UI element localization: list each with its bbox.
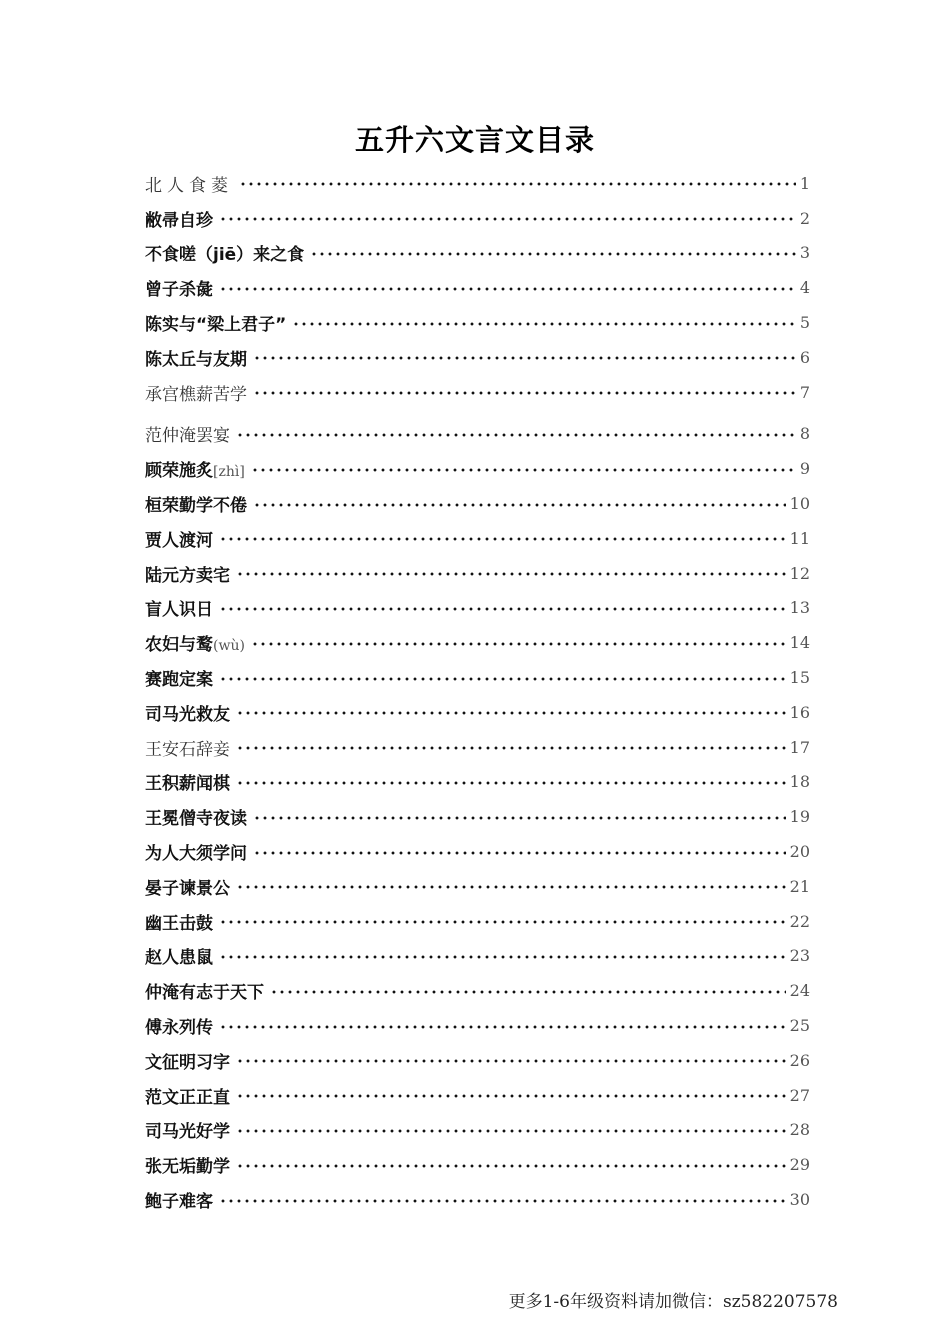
toc-entry-page: 29: [789, 1155, 810, 1175]
toc-entry-page: 7: [799, 382, 810, 402]
toc-entry[interactable]: [145, 591, 810, 626]
toc-entry-page: 23: [789, 946, 810, 966]
toc-entry-title: 晏子谏景公: [145, 878, 230, 899]
dot-leader: [236, 1163, 786, 1169]
toc-entry[interactable]: [145, 451, 810, 486]
dot-leader: [236, 1093, 786, 1099]
page-title: 五升六文言文目录: [354, 123, 595, 157]
dot-leader: [251, 467, 796, 473]
toc-entry-page: 3: [799, 243, 810, 263]
dot-leader: [236, 571, 786, 577]
dot-leader: [219, 919, 786, 925]
dot-leader: [270, 989, 786, 995]
toc-entry[interactable]: [145, 417, 810, 452]
dot-leader: [219, 676, 786, 682]
dot-leader: [219, 954, 786, 960]
toc-entry-title: 王冕僧寺夜读: [145, 809, 247, 830]
toc-entry-title: 鲍子难客: [145, 1192, 213, 1212]
toc-entry[interactable]: [145, 1182, 810, 1217]
toc-entry-page: 14: [789, 633, 810, 653]
dot-leader: [219, 606, 786, 612]
toc-entry-page: 24: [789, 981, 810, 1001]
toc-entry[interactable]: [145, 1043, 810, 1078]
footer-contact-note: 更多1-6年级资料请加微信：sz582207578: [508, 1292, 838, 1312]
toc-entry-title: 文征明习字: [145, 1052, 230, 1073]
dot-leader: [236, 432, 796, 438]
toc-entry-title: 赵人患鼠: [145, 948, 213, 969]
toc-entry-title: [145, 456, 245, 481]
toc-entry-title: 幽王击鼓: [145, 913, 213, 934]
toc-entry-title: 桓荣勤学不倦: [145, 496, 247, 517]
toc-entry-title: 王积薪闻棋: [145, 774, 230, 795]
toc-entry-title: [145, 630, 245, 655]
dot-leader: [310, 251, 796, 257]
toc-entry-title: 为人大须学问: [145, 844, 247, 865]
dot-leader: [236, 884, 786, 890]
toc-entry[interactable]: [145, 375, 810, 410]
dot-leader: [236, 1128, 786, 1134]
dot-leader: [292, 321, 795, 327]
toc-entry-title: 陈实与“梁上君子”: [145, 315, 287, 336]
toc-entry-title: 北人食菱: [145, 175, 233, 196]
dot-leader: [253, 815, 786, 821]
toc-entry[interactable]: [145, 939, 810, 974]
toc-entry-title: 敝帚自珍: [145, 210, 213, 231]
dot-leader: [236, 780, 786, 786]
dot-leader: [236, 745, 786, 751]
toc-entry-title: 陆元方卖宅: [145, 565, 230, 586]
dot-leader: [219, 1198, 786, 1204]
toc-entry[interactable]: [145, 486, 810, 521]
toc-entry[interactable]: [145, 1078, 810, 1113]
toc-entry[interactable]: [145, 305, 810, 340]
dot-leader: [253, 355, 796, 361]
toc-entry[interactable]: [145, 834, 810, 869]
toc-entry-title-text: 农妇与鹜: [145, 635, 213, 656]
toc-entry-page: 8: [799, 424, 810, 444]
toc-entry[interactable]: [145, 236, 810, 271]
toc-entry-title-text: 顾荣施炙: [145, 461, 213, 482]
dot-leader: [236, 1058, 786, 1064]
pinyin-annotation: [zhì]: [213, 464, 245, 481]
dot-leader: [253, 390, 796, 396]
toc-entry-title: 张无垢勤学: [145, 1157, 230, 1178]
toc-entry[interactable]: [145, 625, 810, 660]
toc-entry-page: 6: [799, 347, 810, 367]
toc-entry-page: 25: [789, 1016, 810, 1036]
toc-entry[interactable]: [145, 973, 810, 1008]
toc-entry[interactable]: [145, 869, 810, 904]
toc-entry[interactable]: [145, 1147, 810, 1182]
toc-entry-title: 王安石辞妾: [145, 739, 230, 760]
toc-entry-title: 仲淹有志于天下: [145, 983, 264, 1004]
table-of-contents: [145, 166, 810, 1217]
toc-entry-page: 4: [799, 278, 810, 298]
toc-entry[interactable]: [145, 521, 810, 556]
toc-entry-page: 15: [789, 668, 810, 688]
toc-entry-page: 20: [789, 842, 810, 862]
toc-entry-title: 范仲淹罢宴: [145, 426, 230, 447]
toc-entry-page: 27: [789, 1085, 810, 1105]
toc-entry-title: 陈太丘与友期: [145, 349, 247, 370]
dot-leader: [253, 850, 786, 856]
toc-entry-page: 18: [789, 772, 810, 792]
toc-entry-page: 28: [789, 1120, 810, 1140]
toc-entry-page: 1: [799, 173, 810, 193]
dot-leader: [219, 1024, 786, 1030]
dot-leader: [236, 710, 786, 716]
toc-entry-title: 司马光好学: [145, 1122, 230, 1143]
toc-entry-page: 5: [799, 313, 810, 333]
toc-entry-page: 13: [789, 598, 810, 618]
toc-entry[interactable]: [145, 660, 810, 695]
dot-leader: [219, 286, 796, 292]
toc-entry-title: 曾子杀彘: [145, 280, 213, 301]
toc-entry-title: 范文正正直: [145, 1087, 230, 1108]
dot-leader: [219, 216, 796, 222]
toc-entry[interactable]: [145, 1008, 810, 1043]
toc-entry-title: 承宫樵薪苦学: [145, 384, 247, 405]
toc-entry-page: 11: [789, 528, 810, 548]
toc-entry-page: 30: [789, 1190, 810, 1209]
toc-entry-title: 贾人渡河: [145, 530, 213, 551]
toc-entry[interactable]: [145, 270, 810, 305]
toc-entry-page: 9: [799, 459, 810, 479]
toc-entry-page: 12: [789, 563, 810, 583]
dot-leader: [251, 641, 786, 647]
toc-entry[interactable]: [145, 166, 810, 201]
toc-entry[interactable]: [145, 1113, 810, 1148]
toc-entry[interactable]: [145, 340, 810, 375]
toc-entry[interactable]: [145, 799, 810, 834]
toc-entry-page: 21: [789, 876, 810, 896]
toc-entry[interactable]: [145, 556, 810, 591]
toc-entry-title: 司马光救友: [145, 704, 230, 725]
toc-entry[interactable]: [145, 730, 810, 765]
toc-entry-page: 16: [789, 702, 810, 722]
pinyin-annotation: (wù): [213, 638, 245, 655]
toc-entry-page: 22: [789, 911, 810, 931]
toc-entry-page: 2: [799, 208, 810, 228]
toc-entry[interactable]: [145, 904, 810, 939]
toc-entry[interactable]: [145, 765, 810, 800]
toc-entry-title: 不食嗟（jiē）来之食: [145, 245, 305, 266]
toc-entry-title: 盲人识日: [145, 600, 213, 621]
toc-entry[interactable]: [145, 201, 810, 236]
toc-entry-title: 赛跑定案: [145, 670, 213, 691]
toc-entry-page: 10: [789, 494, 810, 514]
dot-leader: [253, 502, 786, 508]
toc-entry-page: 19: [789, 807, 810, 827]
toc-entry-title: 傅永列传: [145, 1018, 213, 1039]
toc-entry-page: 26: [789, 1050, 810, 1070]
toc-entry[interactable]: [145, 695, 810, 730]
toc-entry-page: 17: [789, 737, 810, 757]
dot-leader: [239, 181, 796, 187]
dot-leader: [219, 536, 786, 542]
